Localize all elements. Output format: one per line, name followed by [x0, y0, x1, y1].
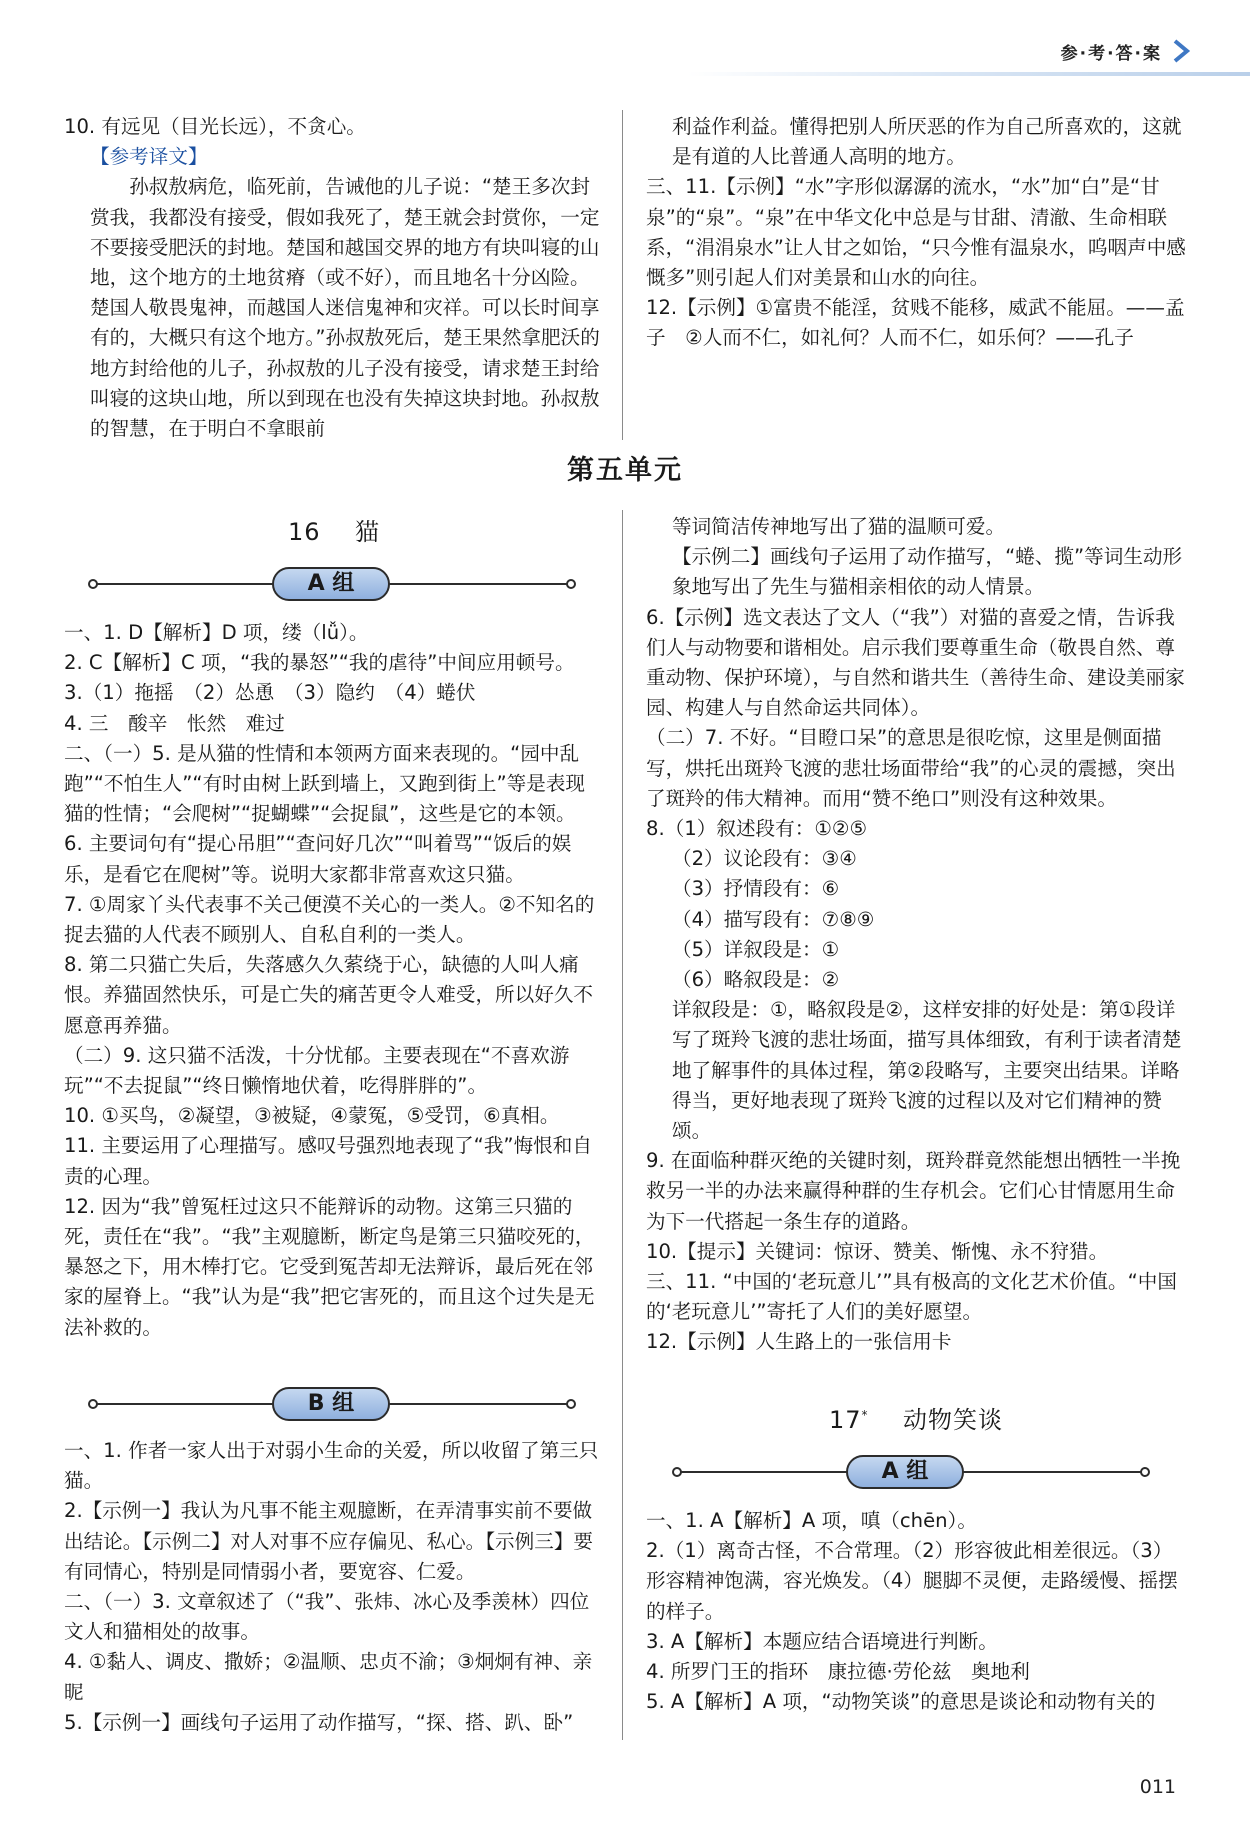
answer-line: 3. A【解析】本题应结合语境进行判断。: [646, 1629, 998, 1653]
group-a-banner: [92, 567, 572, 601]
top-right-column: [646, 112, 1186, 354]
answer-line: 5.【示例一】画线句子运用了动作描写，“探、搭、趴、卧”: [64, 1710, 574, 1734]
column-divider-main: [622, 510, 623, 1740]
answer-line: 10. ①买鸟，②凝望，③被疑，④蒙冤，⑤受罚，⑥真相。: [64, 1104, 560, 1128]
answer-line: 二、（一）3. 文章叙述了（“我”、张炜、冰心及季羡林）四位文人和猫相处的故事。: [64, 1590, 590, 1644]
lesson-17-group-a-banner: [676, 1455, 1146, 1489]
answer-line: 4. 三 酸辛 怅然 难过: [64, 711, 285, 735]
lesson-16-title: [64, 512, 604, 547]
page-number: 011: [1139, 1776, 1176, 1798]
answer-line: （2）议论段有：③④: [672, 847, 857, 871]
answer-line: 一、1. D【解析】D 项，缕（lǚ）。: [64, 621, 369, 644]
answer-line: 孙叔敖病危，临死前，告诫他的儿子说：“楚王多次封赏我，我都没有接受，假如我死了，楚王就会封赏你，一定不要接受肥沃的封地。楚国和越国交界的地方有块叫寝的山地，这个地方的土地贫瘠（或不好），而且地名十分凶险。楚国人敬畏鬼神，而越国人迷信鬼神和灾祥。可以长时间享有的，大概只有这个地方。”孙叔敖死后，楚王果然拿肥沃的地方封给他的儿子，孙叔敖的儿子没有接受，请求楚王封给叫寝的这块山地，所以到现在也没有失掉这块封地。孙叔敖的智慧，在于明白不拿眼前: [90, 175, 600, 441]
right-column-continued: [646, 512, 1186, 1358]
lesson-17-number: 17: [828, 1406, 862, 1434]
answer-line: 8.（1）叙述段有：①②⑤: [646, 817, 868, 841]
chevron-right-icon: [1170, 38, 1192, 64]
lesson-16-number: 16: [287, 518, 321, 546]
answer-line: 10. 有远见（目光长远），不贪心。: [64, 115, 366, 138]
answer-line: 一、1. 作者一家人出于对弱小生命的关爱，所以收留了第三只猫。: [64, 1439, 599, 1493]
answer-line: （3）抒情段有：⑥: [672, 877, 840, 901]
answer-line: 3.（1）拖摇 （2）怂恿 （3）隐约 （4）蜷伏: [64, 681, 476, 705]
answer-line: （二）9. 这只猫不活泼，十分忧郁。主要表现在“不喜欢游玩”“不去捉鼠”“终日懒惰地伏着，吃得胖胖的”。: [64, 1043, 570, 1098]
answer-line: 8. 第二只猫亡失后，失落感久久萦绕于心，缺德的人叫人痛恨。养猫固然快乐，可是亡失的痛苦更令人难受，所以好久不愿意再养猫。: [64, 953, 594, 1037]
answer-line: 2.【示例一】我认为凡事不能主观臆断，在弄清事实前不要做出结论。【示例二】对人对事不应存偏见、私心。【示例三】要有同情心，特别是同情弱小者，要宽容、仁爱。: [64, 1499, 594, 1583]
answer-line: 2. C【解析】C 项，“我的暴怒”“我的虐待”中间应用顿号。: [64, 651, 575, 675]
page-header: [1061, 36, 1192, 66]
answer-line: 【示例二】画线句子运用了动作描写，“蜷、揽”等词生动形象地写出了先生与猫相亲相依的动人情景。: [672, 545, 1183, 599]
lesson-17-group-a: [646, 1506, 1186, 1717]
answer-line: （4）描写段有：⑦⑧⑨: [672, 907, 875, 931]
group-a-label: A 组: [272, 567, 390, 601]
answer-line: 9. 在面临种群灭绝的关键时刻，斑羚群竟然能想出牺牲一半挽救另一半的办法来赢得种群的生存机会。它们心甘情愿用生命为下一代搭起一条生存的道路。: [646, 1149, 1181, 1233]
lesson-17-title: 17* 动物笑谈: [828, 1406, 1004, 1434]
answer-line: 7. ①周家丫头代表事不关己便漠不关心的一类人。②不知名的捉去猫的人代表不顾别人、自私自利的一类人。: [64, 892, 595, 947]
answer-line: （5）详叙段是：①: [672, 937, 840, 961]
answer-line: 三、11. “中国的‘老玩意儿’”具有极高的文化艺术价值。“中国的‘老玩意儿’”寄托了人们的美好愿望。: [646, 1270, 1177, 1324]
group-b-label: B 组: [272, 1387, 390, 1421]
answer-line: 12.【示例】①富贵不能淫，贫贱不能移，威武不能屈。——孟子 ②人而不仁，如礼何？人而不仁，如乐何？——孔子: [646, 296, 1185, 350]
answer-line: 6. 主要词句有“提心吊胆”“查问好几次”“叫着骂”“饭后的娱乐，是看它在爬树”等。说明大家都非常喜欢这只猫。: [64, 832, 572, 886]
answer-line: 10.【提示】关键词：惊讶、赞美、惭愧、永不狩猎。: [646, 1239, 1109, 1263]
lesson-16-group-a: [64, 618, 604, 1343]
answer-line: 三、11.【示例】“水”字形似潺潺的流水，“水”加“白”是“甘泉”的“泉”。“泉”在中华文化中总是与甘甜、清澈、生命相联系，“涓涓泉水”让人甘之如饴，“只今惟有温泉水，呜咽声中感慨多”则引起人们对美景和山水的向往。: [646, 175, 1186, 290]
header-rule: [0, 72, 1250, 76]
lesson-16-group-b: [64, 1436, 604, 1738]
answer-line: （二）7. 不好。“目瞪口呆”的意思是很吃惊，这里是侧面描写，烘托出斑羚飞渡的悲壮场面带给“我”的心灵的震撼，突出了斑羚的伟大精神。而用“赞不绝口”则没有这种效果。: [646, 726, 1176, 810]
lesson-16-name: 猫: [355, 518, 381, 546]
column-divider-top: [622, 110, 623, 440]
answer-line: 详叙段是：①，略叙段是②，这样安排的好处是：第①段详写了斑羚飞渡的悲壮场面，描写具体细致，有利于读者清楚地了解事件的具体过程，第②段略写，主要突出结果。详略得当，更好地表现了斑羚飞渡的过程以及对它们精神的赞颂。: [672, 998, 1182, 1143]
lesson-17-group-a-label: A 组: [846, 1455, 964, 1489]
unit-title: 第五单元: [567, 455, 683, 486]
answer-line: 等词简洁传神地写出了猫的温顺可爱。: [672, 515, 1006, 538]
header-label: 参·考·答·案: [1060, 43, 1162, 64]
answer-line: 2.（1）离奇古怪，不合常理。（2）形容彼此相差很远。（3）形容精神饱满，容光焕发。（4）腿脚不灵便，走路缓慢、摇摆的样子。: [646, 1539, 1178, 1623]
answer-line: 二、（一）5. 是从猫的性情和本领两方面来表现的。“园中乱跑”“不怕生人”“有时由树上跃到墙上，又跑到街上”等是表现猫的性情；“会爬树”“捉蝴蝶”“会捉鼠”，这些是它的本领。: [64, 741, 586, 826]
answer-line: 12. 因为“我”曾冤枉过这只不能辩诉的动物。这第三只猫的死，责任在“我”。“我”主观臆断，断定鸟是第三只猫咬死的，暴怒之下，用木棒打它。它受到冤苦却无法辩诉，最后死在邻家的屋脊上。“我”认为是“我”把它害死的，而且这个过失是无法补救的。: [64, 1194, 595, 1339]
answer-line: 利益作利益。懂得把别人所厌恶的作为自己所喜欢的，这就是有道的人比普通人高明的地方。: [672, 115, 1182, 169]
answer-line: 一、1. A【解析】A 项，嗔（chēn）。: [646, 1509, 977, 1532]
answer-line: （6）略叙段是：②: [672, 968, 840, 992]
answer-line: 6.【示例】选文表达了文人（“我”）对猫的喜爱之情，告诉我们人与动物要和谐相处。启示我们要尊重生命（敬畏自然、尊重动物、保护环境），与自然和谐共生（善待生命、建设美丽家园、构建人与自然命运共同体）。: [646, 605, 1185, 720]
answer-line: 11. 主要运用了心理描写。感叹号强烈地表现了“我”悔恨和自责的心理。: [64, 1134, 592, 1188]
answer-line: 4. ①黏人、调皮、撒娇；②温顺、忠贞不渝；③炯炯有神、亲昵: [64, 1650, 593, 1704]
answer-line: 4. 所罗门王的指环 康拉德·劳伦兹 奥地利: [646, 1660, 1030, 1684]
top-left-column: [64, 112, 604, 444]
translation-heading: 【参考译文】: [90, 145, 208, 169]
answer-line: 12.【示例】人生路上的一张信用卡: [646, 1330, 952, 1354]
lesson-17-name: 动物笑谈: [903, 1406, 1004, 1434]
group-b-banner: [92, 1387, 572, 1421]
answer-line: 5. A【解析】A 项，“动物笑谈”的意思是谈论和动物有关的: [646, 1690, 1156, 1714]
